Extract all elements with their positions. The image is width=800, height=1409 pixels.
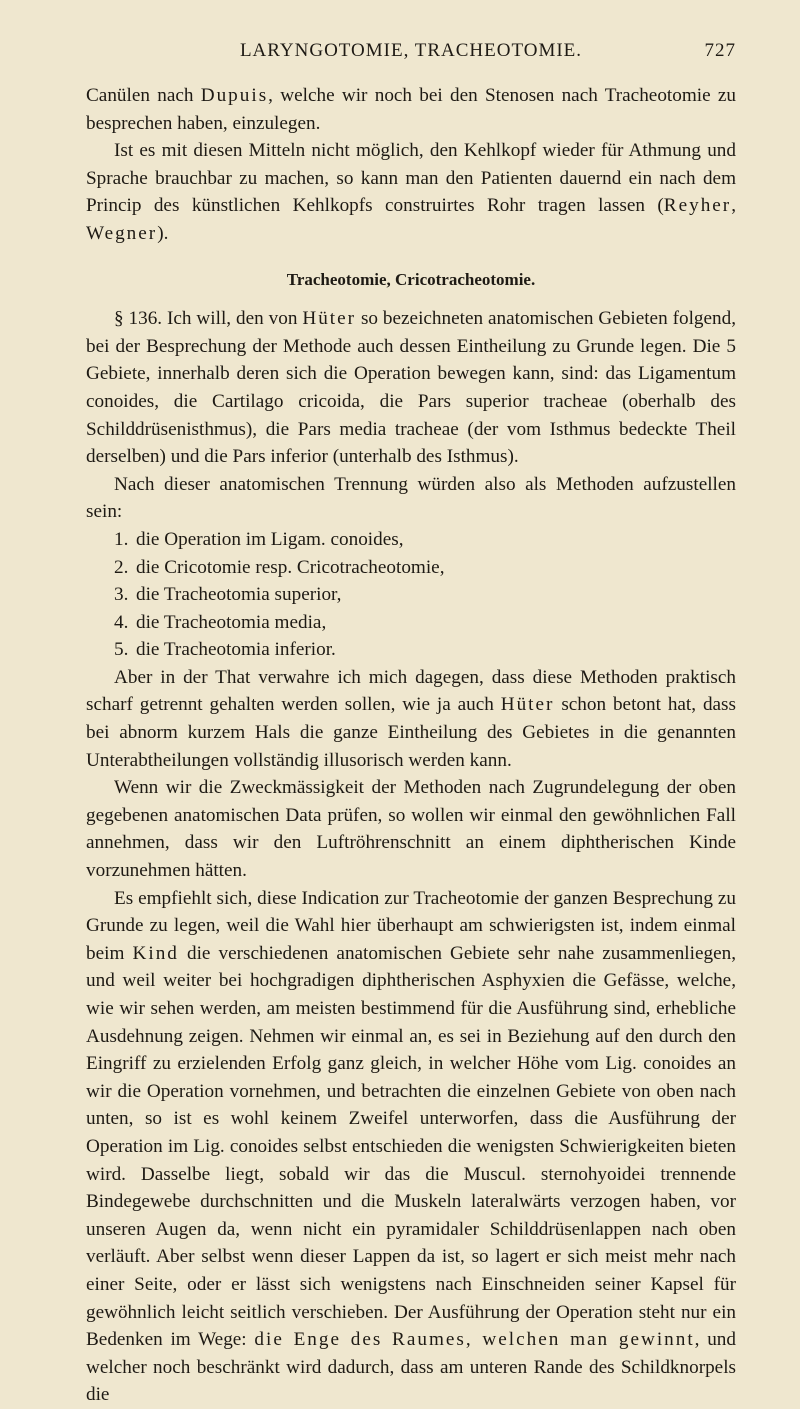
author-name: Reyher (663, 195, 732, 217)
section-heading: Tracheotomie, Cricotracheotomie. (286, 269, 536, 289)
page-body (86, 82, 736, 1409)
author-name: Hüter (500, 694, 555, 716)
list-text: die Tracheotomia superior, (136, 584, 342, 606)
text: die verschiedenen anatomischen Gebiete sehr nahe zusammenliegen, und weil weiter bei hochgradigen diphtherischen Asphyxien die Gefässe, welche, wie wir sehen werden, am meisten bestimmend für die Ausführung sind, erhebliche Ausdehnung zeigen. Nehmen wir einmal an, es sei in Beziehung auf den durch den Eingriff zu erzielenden Erfolg ganz gleich, in welcher Höhe vom Lig. conoides an wir die Operation vornehmen, und betrachten die einzelnen Gebiete von oben nach unten, so ist es wohl keinem Zweifel unterworfen, dass die Ausführung der Operation im Lig. conoides selbst entschieden die wenigsten Schwierigkeiten bieten wird. Dasselbe liegt, sobald wir das die Muscul. sternohyoidei trennende Bindegewebe durchschnitten und die Muskeln lateralwärts verzogen haben, vor unseren Augen da, wenn nicht ein pyramidaler Schilddrüsenlappen nach oben verläuft. Aber selbst wenn dieser Lappen da ist, so lagert er sich meist mehr nach einer Seite, oder er lässt sich wenigstens nach Einschneiden seiner Kapsel für gewöhnlich leicht seitlich verschieben. Der Ausführung der Operation steht nur ein Bedenken im Wege: (86, 942, 736, 1351)
text: Ist es mit diesen Mitteln nicht möglich, den Kehlkopf wieder für Athmung und Sprache brauchbar zu machen, so kann man den Patienten dauernd ein nach dem Princip des künstlichen Kehlkopfs construirtes Rohr tragen lassen ( (86, 140, 736, 217)
text: ). (157, 222, 169, 244)
list-item (86, 554, 736, 582)
text: Canülen nach (86, 85, 201, 106)
text: so bezeichneten anatomischen Gebieten folgend, bei der Besprechung der Methode auch dessen Eintheilung zu Grunde legen. Die 5 Gebiete, innerhalb deren sich die Operation bewegen kann, sind: das Ligamentum conoides, die Cartilago cricoida, die Pars superior tracheae (oberhalb des Schilddrüsenisthmus), die Pars media tracheae (der vom Isthmus bedeckte Theil derselben) und die Pars inferior (unterhalb des Isthmus). (86, 308, 736, 468)
list-text: die Tracheotomia media, (136, 611, 327, 633)
list-item (86, 636, 736, 664)
paragraph-5 (86, 664, 736, 774)
emphasis: Kind (132, 942, 179, 964)
text: , (731, 195, 736, 217)
list-text: die Tracheotomia inferior. (136, 639, 336, 661)
running-head: LARYNGOTOMIE, TRACHEOTOMIE. (239, 40, 583, 61)
list-item (86, 581, 736, 609)
paragraph-4: Nach dieser anatomischen Trennung würden also als Methoden aufzustellen sein: (86, 473, 736, 523)
list-number: 1. (114, 528, 129, 550)
list-text: die Operation im Ligam. conoides, (136, 528, 404, 550)
list-number: 2. (114, 556, 129, 578)
author-name: Dupuis (200, 85, 269, 106)
list-text: die Cricotomie resp. Cricotracheotomie, (136, 556, 445, 578)
author-name: Hüter (302, 308, 357, 330)
emphasis: die Enge des Raumes, welchen man gewinnt (254, 1329, 695, 1351)
text: Es empfiehlt sich, diese Indication zur Tracheotomie der ganzen Besprechung zu Grunde zu legen, weil die Wahl hier überhaupt am schwierigsten ist, indem einmal beim (86, 887, 736, 964)
page-number: 727 (704, 40, 736, 61)
text: schon betont hat, dass bei abnorm kurzem Hals die ganze Eintheilung des Gebietes in die genannten Unterabtheilungen vollständig illusorisch werden kann. (86, 694, 736, 771)
author-name: Wegner (86, 222, 158, 244)
text: Aber in der That verwahre ich mich dagegen, dass diese Methoden praktisch scharf getrennt gehalten werden sollen, wie ja auch (86, 666, 736, 716)
list-item (86, 609, 736, 637)
list-item (86, 526, 736, 554)
list-number: 5. (114, 639, 129, 661)
paragraph-3 (86, 305, 736, 471)
list-number: 4. (114, 611, 129, 633)
text: , und welcher noch beschränkt wird dadurch, dass am unteren Rande des Schildknorpels die (86, 1329, 736, 1406)
text: , welche wir noch bei den Stenosen nach Tracheotomie zu besprechen haben, einzulegen. (86, 85, 736, 134)
paragraph-2 (86, 137, 736, 247)
paragraph-6: Wenn wir die Zweckmässigkeit der Methoden nach Zugrundelegung der oben gegebenen anatomischen Data prüfen, so wollen wir einmal den gewöhnlichen Fall annehmen, dass wir den Luftröhrenschnitt an einem diphtherischen Kinde vorzunehmen hätten. (86, 777, 736, 882)
paragraph-7 (86, 885, 736, 1409)
paragraph-1 (86, 82, 736, 137)
methods-list (86, 526, 736, 664)
page-header (86, 40, 736, 70)
text: § 136. Ich will, den von (114, 308, 303, 330)
list-number: 3. (114, 584, 129, 606)
